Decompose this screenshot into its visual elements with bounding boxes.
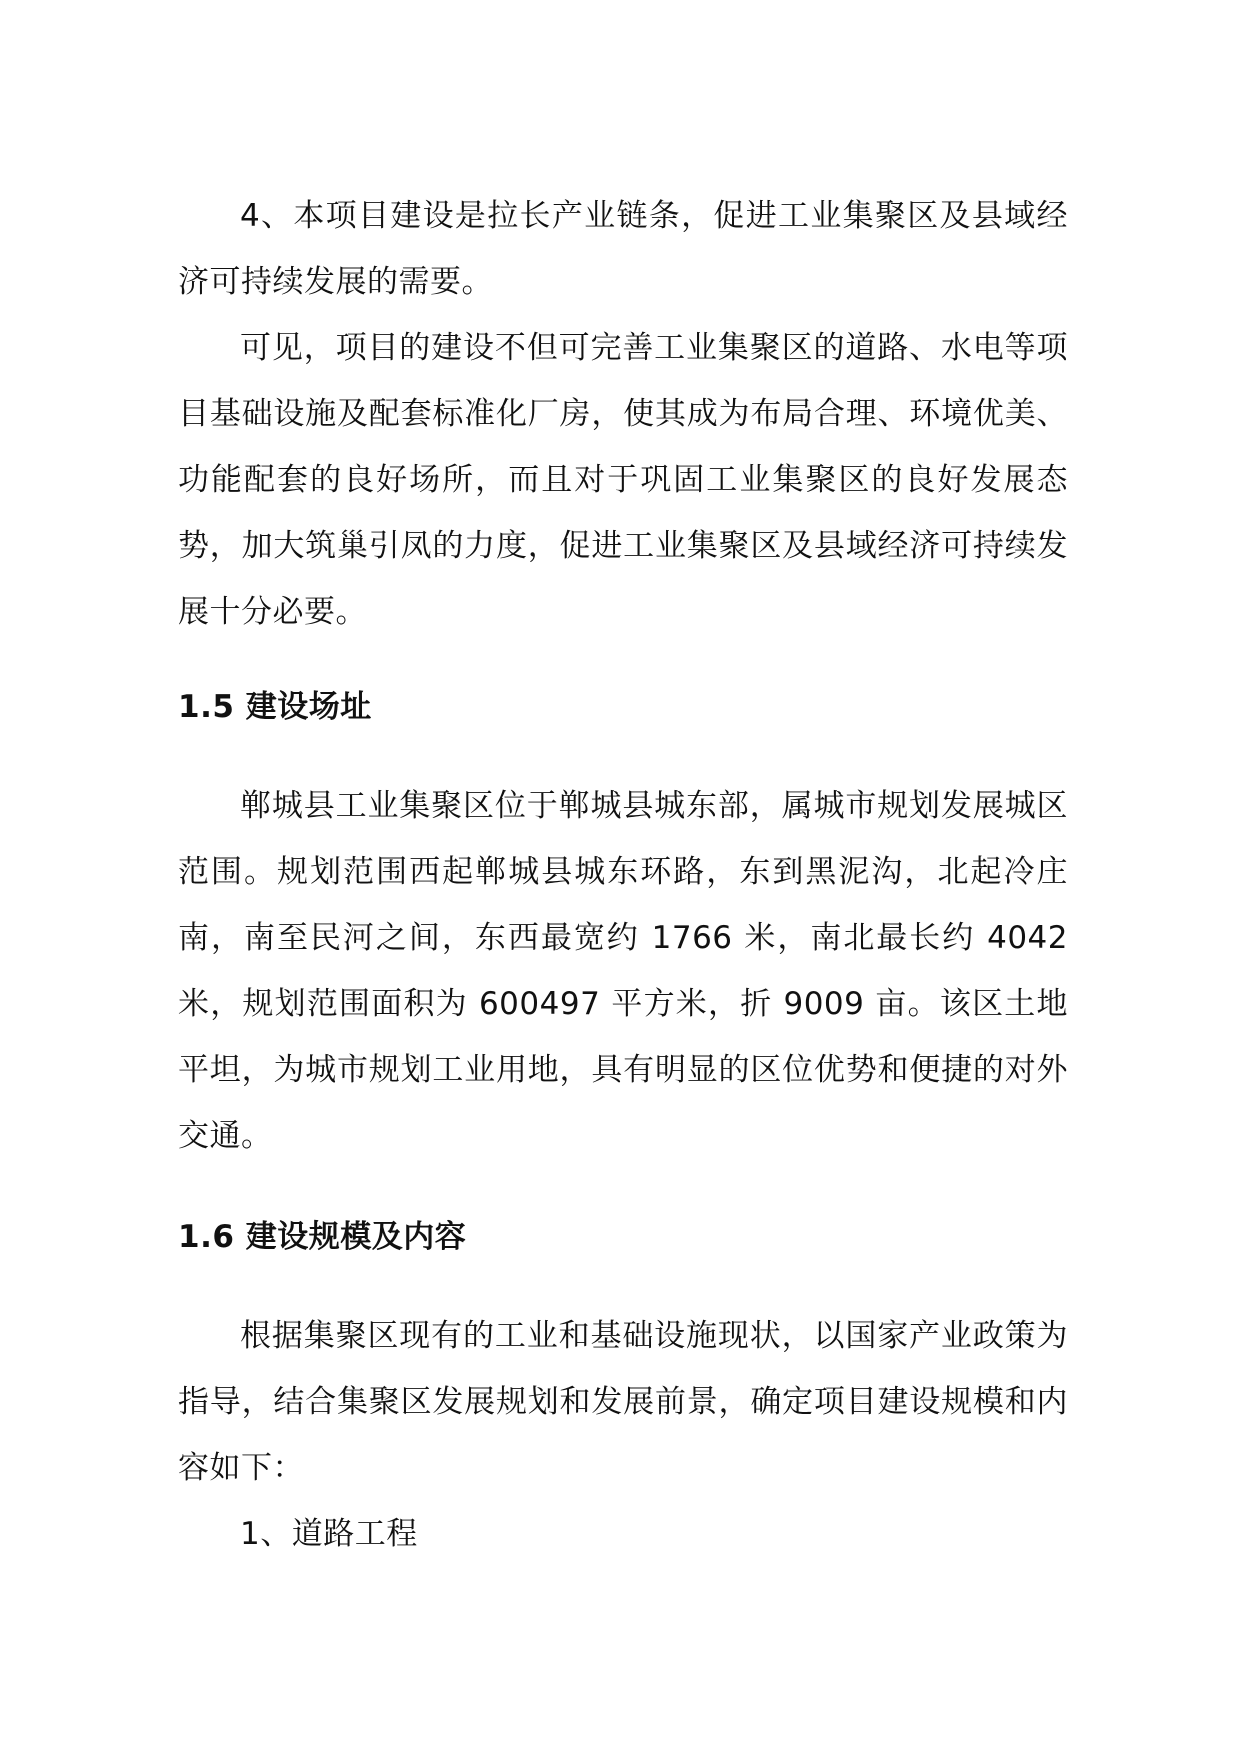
- list-item-road-works: 1、道路工程: [240, 1516, 418, 1552]
- paragraph-item-4: 4、本项目建设是拉长产业链条，促进工业集聚区及县域经济可持续发展的需要。: [178, 198, 1068, 300]
- paragraph-scope: 根据集聚区现有的工业和基础设施现状，以国家产业政策为指导，结合集聚区发展规划和发展前景，确定项目建设规模和内容如下：: [178, 1318, 1068, 1486]
- section-heading-1-5: 1.5 建设场址: [178, 689, 372, 725]
- section-heading-1-6: 1.6 建设规模及内容: [178, 1219, 467, 1255]
- paragraph-site: 郸城县工业集聚区位于郸城县城东部，属城市规划发展城区范围。规划范围西起郸城县城东环路，东到黑泥沟，北起冷庄南，南至民河之间，东西最宽约 1766 米，南北最长约 4042 米，规划范围面积为 600497 平方米，折 9009 亩。该区土地平坦，为城市规划工业用地，具有明显的区位优势和便捷的对外交通。: [178, 788, 1068, 1154]
- document-body: [178, 183, 1068, 1567]
- paragraph-summary: 可见，项目的建设不但可完善工业集聚区的道路、水电等项目基础设施及配套标准化厂房，使其成为布局合理、环境优美、功能配套的良好场所，而且对于巩固工业集聚区的良好发展态势，加大筑巢引凤的力度，促进工业集聚区及县域经济可持续发展十分必要。: [178, 330, 1068, 630]
